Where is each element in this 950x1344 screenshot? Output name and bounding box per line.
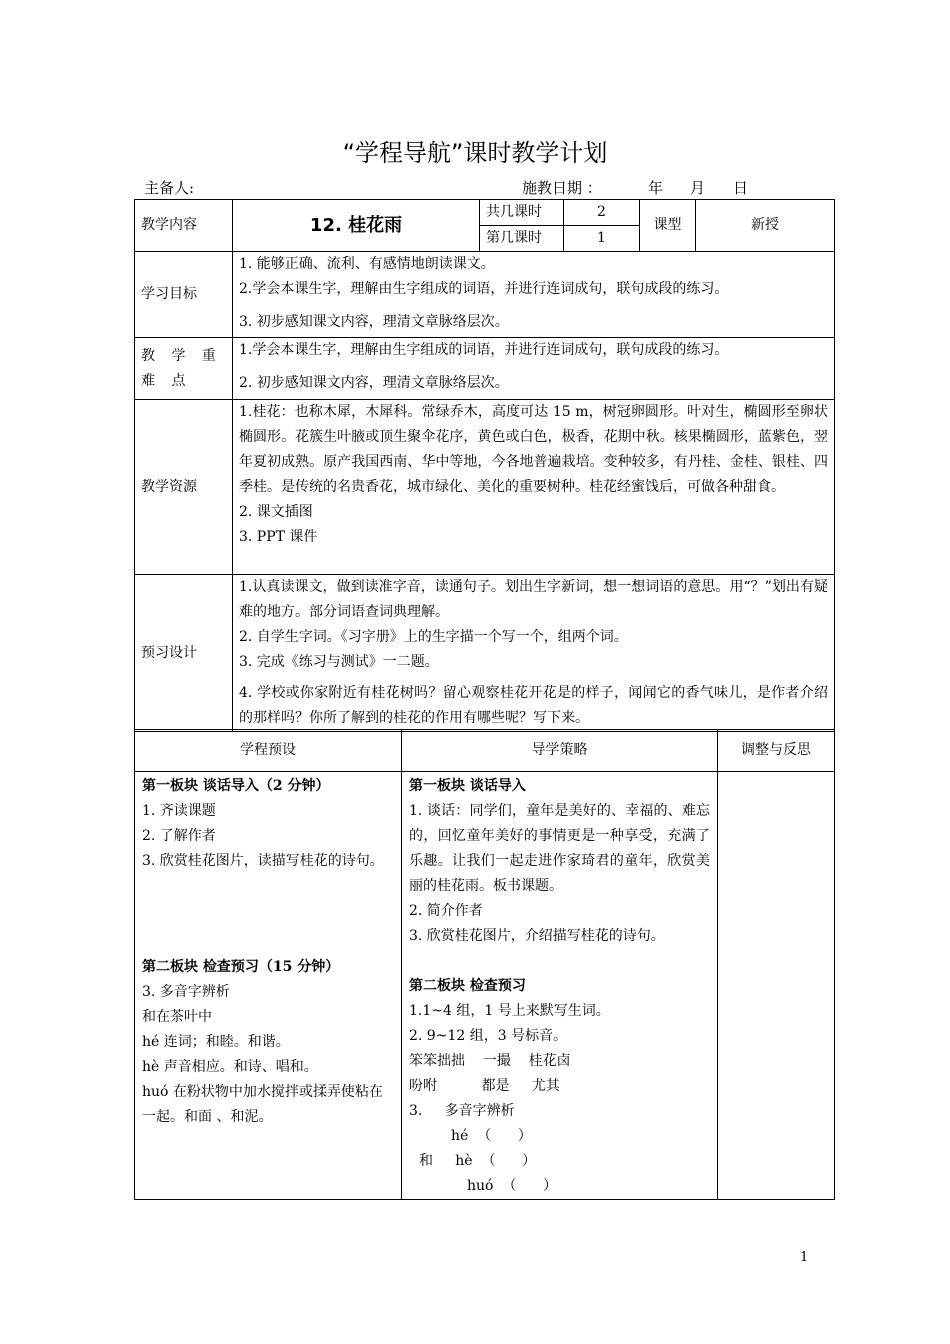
pronunciation-blank: huó （ ） — [467, 1178, 558, 1194]
list-item: 2. 简介作者 — [409, 903, 483, 919]
list-item: 1. 谈话：同学们，童年是美好的、幸福的、难忘的，回忆童年美好的事情更是一种享受，充满了乐趣。让我们一起走进作家琦君的童年，欣赏美丽的桂花雨。板书课题。 — [409, 803, 710, 894]
preset-column — [135, 772, 402, 1200]
lesson-title: 12. 桂花雨 — [233, 200, 480, 252]
key-points-label: 教 学 重 难 点 — [135, 338, 233, 400]
list-item: 和在茶叶中 — [142, 1009, 212, 1025]
key-point-item: 1.学会本课生字，理解由生字组成的词语，并进行连词成句，联句成段的练习。 — [239, 342, 729, 358]
resources-label: 教学资源 — [135, 400, 233, 575]
section-title: 第二板块 检查预习 — [409, 978, 526, 994]
total-periods-value: 2 — [564, 200, 640, 226]
lesson-type-label: 课型 — [640, 200, 696, 252]
section-title: 第一板块 谈话导入 — [409, 778, 526, 794]
preview-label: 预习设计 — [135, 575, 233, 732]
total-periods-label: 共几课时 — [480, 200, 564, 226]
year-label: 年 — [648, 179, 664, 197]
resource-item: 3. PPT 课件 — [239, 529, 318, 545]
list-item: 笨笨拙拙 一撮 桂花卤 — [409, 1053, 571, 1069]
list-item: 3. 多音字辨析 — [409, 1103, 515, 1119]
list-item: 3. 欣赏桂花图片，读描写桂花的诗句。 — [142, 853, 384, 869]
goals-content — [233, 252, 835, 338]
list-item: huó 在粉状物中加水搅拌或揉弄使粘在一起。和面 、和泥。 — [142, 1084, 383, 1125]
column-header-preset: 学程预设 — [135, 730, 402, 772]
list-item: hé 连词；和睦。和谐。 — [142, 1034, 290, 1050]
preview-content — [233, 575, 835, 732]
page-number: 1 — [800, 1250, 809, 1265]
resources-content — [233, 400, 835, 575]
goal-item: 2.学会本课生字，理解由生字组成的词语，并进行连词成句，联句成段的练习。 — [239, 281, 729, 297]
pronunciation-blank: 和 hè （ ） — [419, 1153, 537, 1169]
key-points-content — [233, 338, 835, 400]
key-point-item: 2. 初步感知课文内容，理清文章脉络层次。 — [239, 375, 509, 391]
list-item: 3. 欣赏桂花图片，介绍描写桂花的诗句。 — [409, 928, 665, 944]
column-header-strategy: 导学策略 — [402, 730, 718, 772]
list-item: 2. 9~12 组，3 号标音。 — [409, 1028, 568, 1044]
section-title: 第二板块 检查预习（15 分钟） — [142, 959, 340, 975]
period-number-value: 1 — [564, 226, 640, 252]
list-item: hè 声音相应。和诗、唱和。 — [142, 1059, 318, 1075]
goal-item: 1. 能够正确、流利、有感情地朗读课文。 — [239, 256, 495, 272]
plan-info-table — [134, 199, 835, 732]
list-item: 3. 多音字辨析 — [142, 984, 230, 1000]
day-label: 日 — [733, 179, 749, 197]
section-title: 第一板块 谈话导入（2 分钟） — [142, 778, 330, 794]
list-item: 1.1~4 组，1 号上来默写生词。 — [409, 1003, 610, 1019]
process-table — [134, 729, 835, 1200]
document-title: “学程导航”课时教学计划 — [342, 139, 608, 167]
preview-item: 1.认真读课文，做到读准字音，读通句子。划出生字新词，想一想词语的意思。用“？”划出有疑难的地方。部分词语查词典理解。 — [239, 579, 828, 620]
list-item: 1. 齐读课题 — [142, 803, 216, 819]
goal-item: 3. 初步感知课文内容，理清文章脉络层次。 — [239, 314, 509, 330]
content-label: 教学内容 — [135, 200, 233, 252]
preview-item: 3. 完成《练习与测试》一二题。 — [239, 654, 439, 670]
list-item: 吩咐 都是 尤其 — [409, 1078, 560, 1094]
lesson-type-value: 新授 — [696, 200, 835, 252]
resource-item: 2. 课文插图 — [239, 504, 313, 520]
period-number-label: 第几课时 — [480, 226, 564, 252]
resource-item: 1.桂花：也称木犀，木犀科。常绿乔木，高度可达 15 m，树冠卵圆形。叶对生，椭圆形至卵状椭圆形。花簇生叶腋或顶生聚伞花序，黄色或白色，极香，花期中秋。核果椭圆形，蓝紫色，翌年夏初成熟。原产我国西南、华中等地，今各地普遍栽培。变种较多，有丹桂、金桂、银桂、四季桂。是传统的名贵香花，城市绿化、美化的重要树种。桂花经蜜饯后，可做各种甜食。 — [239, 404, 828, 495]
date-label: 施教日期 ： — [522, 179, 602, 197]
preparer-label: 主备人: — [144, 179, 195, 197]
preview-item: 4. 学校或你家附近有桂花树吗？留心观察桂花开花是的样子，闻闻它的香气味儿，是作者介绍的那样吗？你所了解到的桂花的作用有哪些呢？写下来。 — [239, 685, 828, 726]
goals-label: 学习目标 — [135, 252, 233, 338]
list-item: 2. 了解作者 — [142, 828, 216, 844]
reflection-column — [718, 772, 835, 1200]
strategy-column — [402, 772, 718, 1200]
column-header-reflection: 调整与反思 — [718, 730, 835, 772]
month-label: 月 — [690, 179, 706, 197]
preview-item: 2. 自学生字词。《习字册》上的生字描一个写一个，组两个词。 — [239, 629, 628, 645]
pronunciation-blank: hé （ ） — [451, 1128, 532, 1144]
